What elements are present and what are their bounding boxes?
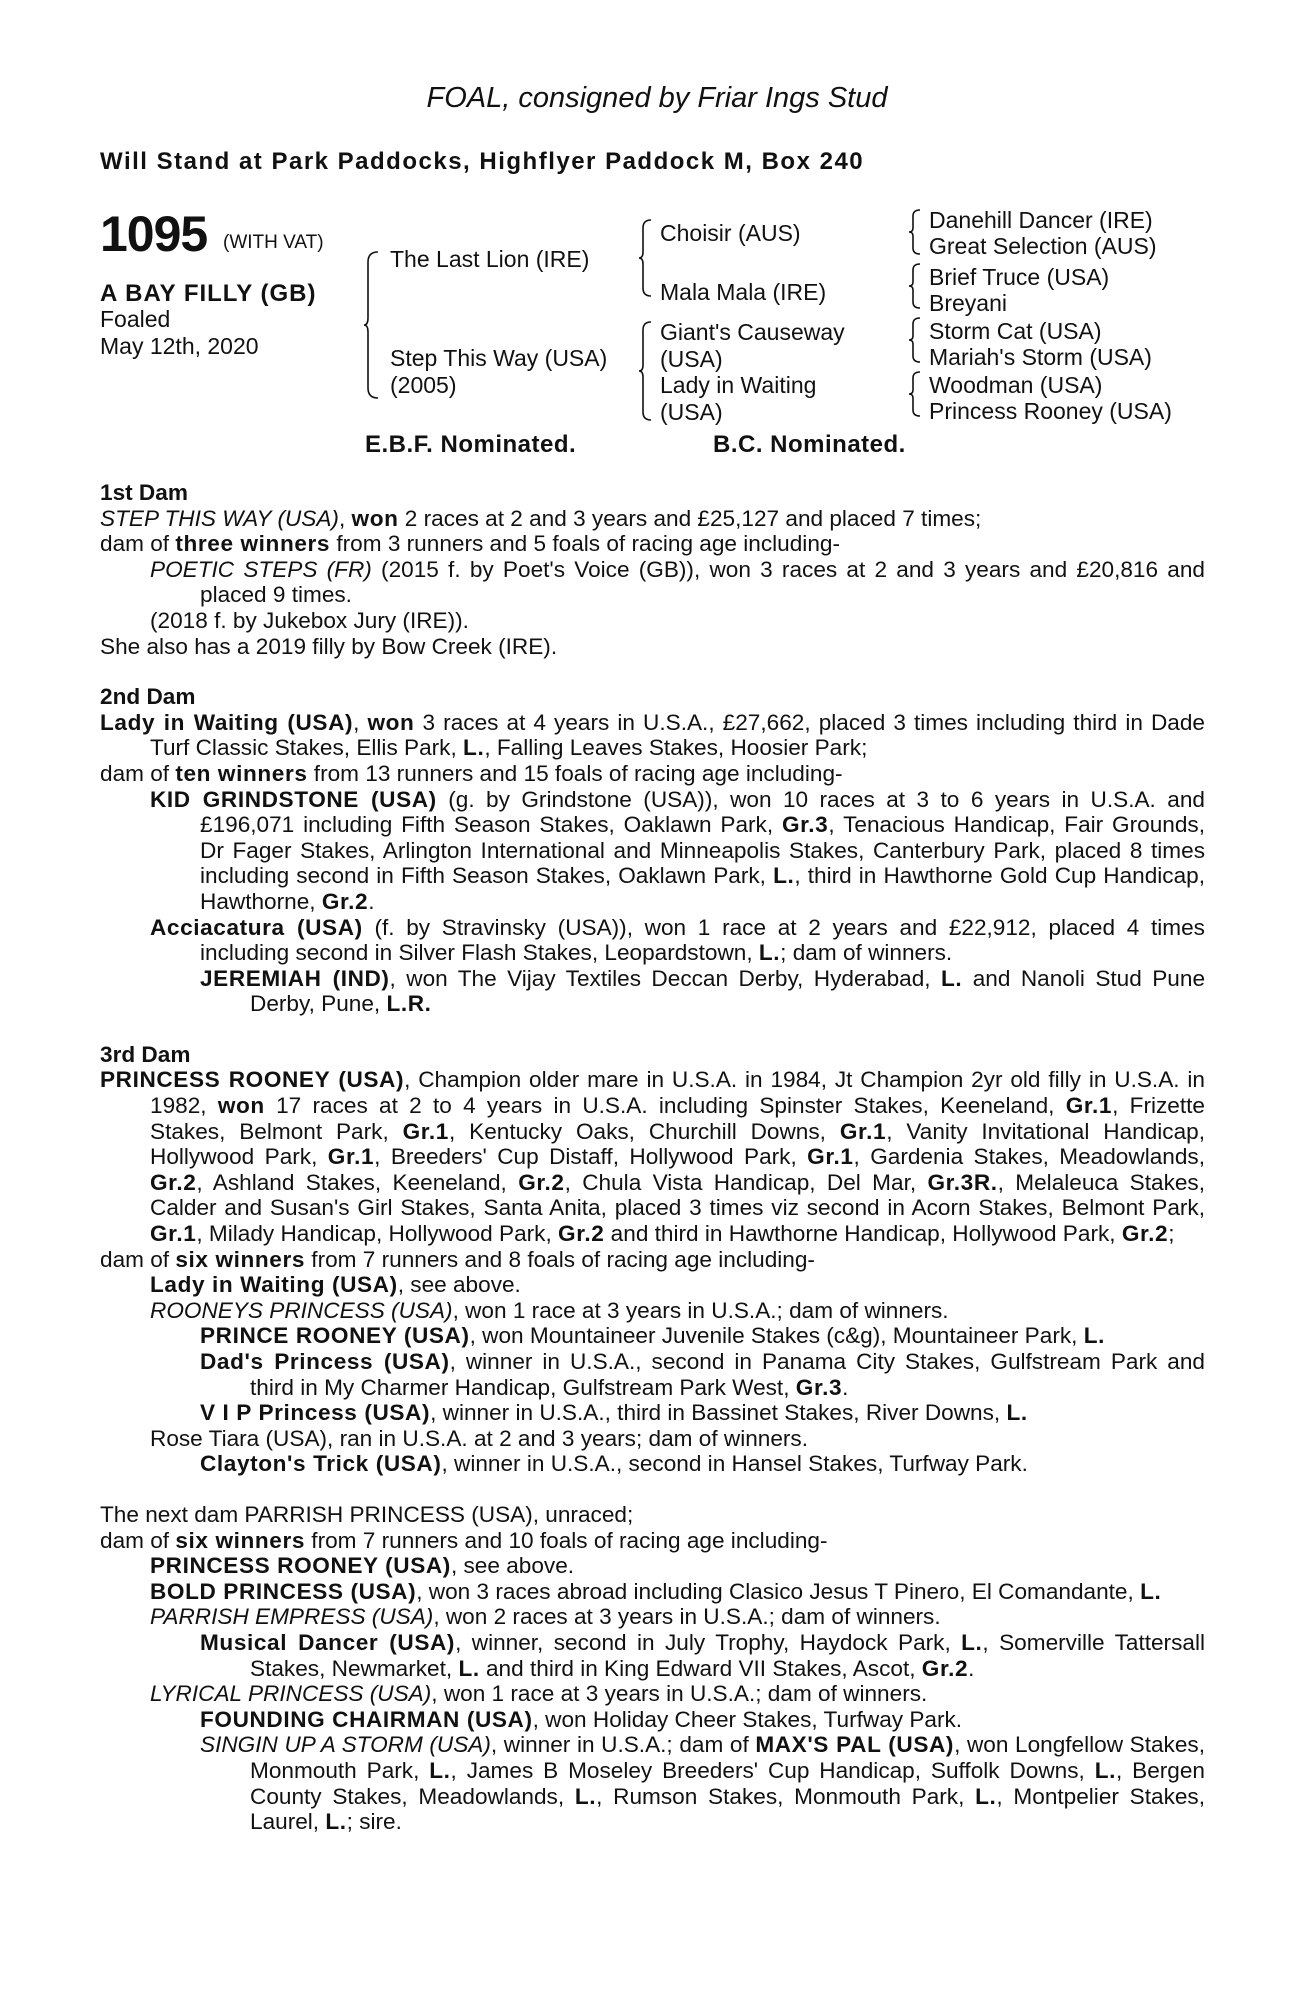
dam-dam-line2: (USA) (660, 399, 723, 425)
pedigree-brace-g4-3 (908, 316, 924, 364)
stand-location: Will Stand at Park Paddocks, Highflyer Paddock M, Box 240 (100, 148, 865, 175)
first-dam-record: STEP THIS WAY (USA), won 2 races at 2 and 3 years and £25,127 and placed 7 times; (100, 505, 982, 531)
g4-ancestor: Great Selection (AUS) (929, 233, 1157, 259)
third-dam-heading: 3rd Dam (100, 1041, 191, 1067)
produce-entry: Lady in Waiting (USA), see above. (150, 1272, 521, 1298)
g4-ancestor: Storm Cat (USA) (929, 318, 1102, 344)
second-dam-produce-summary: dam of ten winners from 13 runners and 15 foals of racing age including- (100, 760, 843, 786)
g4-ancestor: Woodman (USA) (929, 372, 1103, 398)
pedigree-brace-gen1 (364, 250, 384, 400)
catalogue-body (100, 480, 1205, 1835)
pedigree-brace-dam (638, 320, 656, 422)
g4-ancestor: Brief Truce (USA) (929, 264, 1110, 290)
third-dam-record: PRINCESS ROONEY (USA), Champion older mare in U.S.A. in 1984, Jt Champion 2yr old filly in U.S.A. in 1982, won 17 races at 2 to 4 years in U.S.A. including Spinster Stakes, Keeneland, Gr.1, Frizette Stakes, Belmont Park, Gr.1, Kentucky Oaks, Churchill Downs, Gr.1, Vanity Invitational Handicap, Hollywood Park, Gr.1, Breeders' Cup Distaff, Hollywood Park, Gr.1, Gardenia Stakes, Meadowlands, Gr.2, Ashland Stakes, Keeneland, Gr.2, Chula Vista Handicap, Del Mar, Gr.3R., Melaleuca Stakes, Calder and Susan's Girl Stakes, Santa Anita, placed 3 times viz second in Acorn Stakes, Belmont Park, Gr.1, Milady Handicap, Hollywood Park, Gr.2 and third in Hawthorne Handicap, Hollywood Park, Gr.2; (100, 1067, 1206, 1247)
produce-entry: Musical Dancer (USA), winner, second in July Trophy, Haydock Park, L., Somerville Tattersall Stakes, Newmarket, L. and third in King Edward VII Stakes, Ascot, Gr.2. (200, 1629, 1205, 1681)
foaled-date: May 12th, 2020 (100, 333, 259, 359)
produce-entry: POETIC STEPS (FR) (2015 f. by Poet's Voice (GB)), won 3 races at 2 and 3 years and £20,816 and placed 9 times. (150, 556, 1205, 608)
pedigree-brace-g4-1 (908, 208, 924, 256)
produce-entry: Rose Tiara (USA), ran in U.S.A. at 2 and 3 years; dam of winners. (150, 1425, 809, 1451)
produce-entry: Clayton's Trick (USA), winner in U.S.A., second in Hansel Stakes, Turfway Park. (200, 1451, 1028, 1477)
next-dam-produce-summary: dam of six winners from 7 runners and 10 foals of racing age including- (100, 1527, 828, 1553)
dam-name: STEP THIS WAY (USA) (100, 505, 339, 531)
produce-entry: LYRICAL PRINCESS (USA), won 1 race at 3 years in U.S.A.; dam of winners. (150, 1681, 928, 1707)
dam-line1: Step This Way (USA) (390, 345, 608, 371)
dam-sire-line1: Giant's Causeway (660, 319, 845, 345)
produce-entry: V I P Princess (USA), winner in U.S.A., third in Bassinet Stakes, River Downs, L. (200, 1400, 1028, 1426)
produce-entry: ROONEYS PRINCESS (USA), won 1 race at 3 years in U.S.A.; dam of winners. (150, 1297, 949, 1323)
g4-ancestor: Breyani (929, 290, 1007, 316)
next-dam-record: The next dam PARRISH PRINCESS (USA), unraced; (100, 1501, 634, 1527)
third-dam-produce-summary: dam of six winners from 7 runners and 8 foals of racing age including- (100, 1246, 815, 1272)
pedigree-brace-g4-4 (908, 370, 924, 418)
second-dam-heading: 2nd Dam (100, 684, 196, 710)
dam-sire-line2: (USA) (660, 346, 723, 372)
sire: The Last Lion (IRE) (390, 246, 590, 272)
dam-line2: (2005) (390, 372, 457, 398)
produce-entry: PRINCE ROONEY (USA), won Mountaineer Juvenile Stakes (c&g), Mountaineer Park, L. (200, 1323, 1105, 1349)
g4-ancestor: Mariah's Storm (USA) (929, 344, 1152, 370)
lot-number: 1095 (100, 206, 208, 262)
pedigree-brace-sire (638, 218, 656, 298)
first-dam-produce-summary: dam of three winners from 3 runners and 5 foals of racing age including- (100, 531, 840, 557)
produce-entry: FOUNDING CHAIRMAN (USA), won Holiday Cheer Stakes, Turfway Park. (200, 1706, 963, 1732)
bc-nomination: B.C. Nominated. (713, 431, 906, 458)
lot-description: A BAY FILLY (GB) (100, 280, 317, 307)
dam-dam-line1: Lady in Waiting (660, 372, 817, 398)
pedigree-brace-g4-2 (908, 262, 924, 310)
vat-note: (WITH VAT) (223, 232, 324, 253)
produce-entry: BOLD PRINCESS (USA), won 3 races abroad including Clasico Jesus T Pinero, El Comandante, L. (150, 1578, 1162, 1604)
produce-entry: Acciacatura (USA) (f. by Stravinsky (USA)), won 1 race at 2 years and £22,912, placed 4 times including second in Silver Flash Stakes, Leopardstown, L.; dam of winners. (150, 914, 1205, 966)
foaled-label: Foaled (100, 306, 171, 332)
produce-entry: JEREMIAH (IND), won The Vijay Textiles Deccan Derby, Hyderabad, L. and Nanoli Stud Pune Derby, Pune, L.R. (200, 965, 1206, 1017)
sire-sire: Choisir (AUS) (660, 220, 801, 246)
g4-ancestor: Danehill Dancer (IRE) (929, 207, 1153, 233)
produce-entry: KID GRINDSTONE (USA) (g. by Grindstone (USA)), won 10 races at 3 to 6 years in U.S.A. and £196,071 including Fifth Season Stakes, Oaklawn Park, Gr.3, Tenacious Handicap, Fair Grounds, Dr Fager Stakes, Arlington International and Minneapolis Stakes, Canterbury Park, placed 8 times including second in Fifth Season Stakes, Oaklawn Park, L., third in Hawthorne Gold Cup Handicap, Hawthorne, Gr.2. (150, 786, 1205, 914)
produce-entry: Dad's Princess (USA), winner in U.S.A., second in Panama City Stakes, Gulfstream Park and third in My Charmer Handicap, Gulfstream Park West, Gr.3. (200, 1349, 1205, 1400)
produce-entry: SINGIN UP A STORM (USA), winner in U.S.A.; dam of MAX'S PAL (USA), won Longfellow Stakes, Monmouth Park, L., James B Moseley Breeders' Cup Handicap, Suffolk Downs, L., Bergen County Stakes, Meadowlands, L., Rumson Stakes, Monmouth Park, L., Montpelier Stakes, Laurel, L.; sire. (200, 1732, 1206, 1835)
produce-entry: PRINCESS ROONEY (USA), see above. (150, 1553, 575, 1579)
consignment-title: FOAL, consigned by Friar Ings Stud (426, 82, 888, 114)
produce-note: She also has a 2019 filly by Bow Creek (IRE). (100, 633, 558, 659)
ebf-nomination: E.B.F. Nominated. (365, 431, 577, 458)
g4-ancestor: Princess Rooney (USA) (929, 398, 1172, 424)
produce-entry: (2018 f. by Jukebox Jury (IRE)). (150, 607, 469, 633)
sire-dam: Mala Mala (IRE) (660, 279, 827, 305)
first-dam-heading: 1st Dam (100, 480, 188, 505)
produce-entry: PARRISH EMPRESS (USA), won 2 races at 3 years in U.S.A.; dam of winners. (150, 1604, 941, 1630)
second-dam-record: Lady in Waiting (USA), won 3 races at 4 years in U.S.A., £27,662, placed 3 times including third in Dade Turf Classic Stakes, Ellis Park, L., Falling Leaves Stakes, Hoosier Park; (100, 709, 1205, 761)
